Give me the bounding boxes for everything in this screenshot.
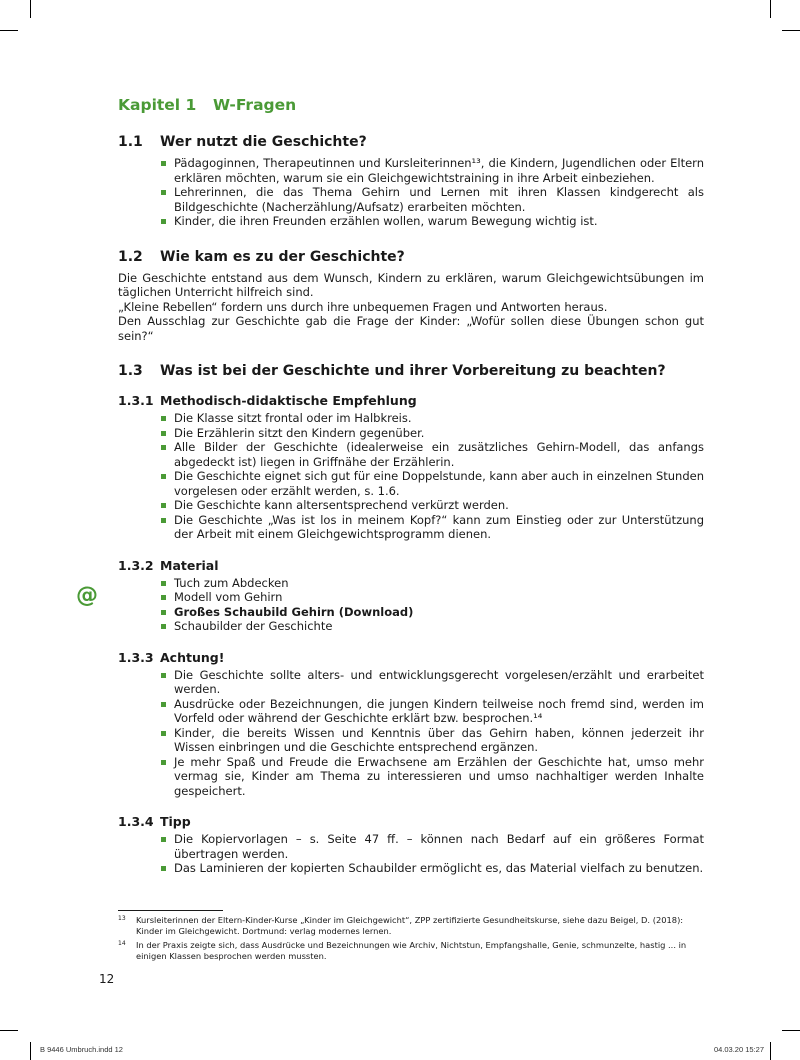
bullet-list: [160, 411, 704, 542]
subsection-heading: 1.3.2 Material: [118, 557, 219, 573]
paragraph: Die Geschichte entstand aus dem Wunsch, Kindern zu erklären, warum Gleichgewichtsübungen im täglichen Unterricht hilfreich sind.: [118, 270, 704, 299]
list-item: Je mehr Spaß und Freude die Erwachsene am Erzählen der Geschichte hat, umso mehr vermag sie, Kinder am Thema zu interessieren und umso nachhaltiger werden Inhalte gespeichert.: [160, 755, 704, 799]
bullet-square-icon: [161, 760, 166, 765]
subsection-1-3-3: [118, 650, 704, 799]
list-item: Pädagoginnen, Therapeutinnen und Kursleiterinnen¹³, die Kindern, Jugendlichen oder Eltern erklären möchten, warum sie ein Gleichgewichtstraining in ihre Arbeit einbeziehen.: [160, 156, 704, 185]
footnote-divider: [118, 910, 223, 911]
bullet-square-icon: [161, 595, 166, 600]
subsection-1-3-4: [118, 814, 704, 876]
list-item: Die Erzählerin sitzt den Kindern gegenüber.: [160, 426, 704, 441]
footnote: 14 In der Praxis zeigte sich, dass Ausdrücke und Bezeichnungen wie Archiv, Nichtstun, Empfangshalle, Genie, schmunzelte, hastig ... in einigen Klassen besprochen werden mussten.: [118, 939, 687, 961]
print-slug-left: B 9446 Umbruch.indd 12: [40, 1045, 123, 1054]
chapter-title: Kapitel 1 W-Fragen: [118, 96, 297, 114]
list-item: Die Geschichte „Was ist los in meinem Kopf?“ kann zum Einstieg oder zur Unterstützung der Arbeit mit einem Gleichgewichtsprogramm dienen.: [160, 513, 704, 542]
paragraph: „Kleine Rebellen“ fordern uns durch ihre unbequemen Fragen und Antworten heraus.: [118, 299, 608, 314]
subsection-heading: 1.3.3 Achtung!: [118, 649, 225, 665]
bullet-square-icon: [161, 610, 166, 615]
bullet-square-icon: [161, 445, 166, 450]
list-item: Schaubilder der Geschichte: [160, 619, 704, 634]
crop-mark: [782, 1030, 800, 1031]
list-item: Lehrerinnen, die das Thema Gehirn und Lernen mit ihren Klassen kindgerecht als Bildgeschichte (Nacherzählung/Aufsatz) erarbeiten möchten.: [160, 185, 704, 214]
section-heading: 1.1 Wer nutzt die Geschichte?: [118, 134, 367, 150]
bullet-square-icon: [161, 581, 166, 586]
list-item: Tuch zum Abdecken: [160, 576, 704, 591]
bullet-square-icon: [161, 624, 166, 629]
section-1-2: [118, 249, 704, 344]
list-item: Kinder, die ihren Freunden erzählen wollen, warum Bewegung wichtig ist.: [160, 214, 704, 229]
bullet-square-icon: [161, 161, 166, 166]
bullet-list: [160, 576, 704, 634]
download-at-icon[interactable]: @: [76, 583, 98, 608]
bullet-square-icon: [161, 431, 166, 436]
subsection-1-3-2: [118, 558, 704, 634]
bullet-square-icon: [161, 866, 166, 871]
crop-mark: [0, 30, 18, 31]
subsection-1-3-1: [118, 393, 704, 542]
list-item: Die Geschichte eignet sich gut für eine Doppelstunde, kann aber auch in einzelnen Stunden vorgelesen oder erzählt werden, s. 1.6.: [160, 469, 704, 498]
bullet-square-icon: [161, 702, 166, 707]
download-list-item[interactable]: Großes Schaubild Gehirn (Download): [160, 605, 704, 620]
bullet-list: [160, 668, 704, 799]
paragraph: Den Ausschlag zur Geschichte gab die Frage der Kinder: „Wofür sollen diese Übungen schon gut sein?“: [118, 314, 704, 343]
crop-mark: [0, 1030, 18, 1031]
bullet-list: [160, 156, 704, 229]
list-item: Ausdrücke oder Bezeichnungen, die jungen Kindern teilweise noch fremd sind, werden im Vorfeld oder während der Geschichte erklärt bzw. besprochen.¹⁴: [160, 697, 704, 726]
crop-mark: [770, 1042, 771, 1060]
footnotes: [118, 910, 704, 965]
bullet-list: [160, 832, 704, 876]
list-item: Die Kopiervorlagen – s. Seite 47 ff. – können nach Bedarf auf ein größeres Format übertragen werden.: [160, 832, 704, 861]
list-item: Die Geschichte kann altersentsprechend verkürzt werden.: [160, 498, 704, 513]
list-item: Die Klasse sitzt frontal oder im Halbkreis.: [160, 411, 704, 426]
list-item: Das Laminieren der kopierten Schaubilder ermöglicht es, das Material vielfach zu benutzen.: [160, 861, 704, 876]
section-1-3: [118, 363, 704, 876]
bullet-square-icon: [161, 503, 166, 508]
bullet-square-icon: [161, 837, 166, 842]
subsection-heading: 1.3.4 Tipp: [118, 814, 191, 829]
page-number: 12: [99, 972, 115, 986]
bullet-square-icon: [161, 219, 166, 224]
bullet-square-icon: [161, 518, 166, 523]
crop-mark: [30, 1042, 31, 1060]
crop-mark: [770, 0, 771, 18]
footnote: 13 Kursleiterinnen der Eltern-Kinder-Kurse „Kinder im Gleichgewicht“, ZPP zertifizierte Gesundheitskurse, siehe dazu Beigel, D. (2018): Kinder im Gleichgewicht. Dortmund: verlag modernes lernen.: [118, 914, 684, 936]
crop-mark: [782, 30, 800, 31]
page-content: [118, 96, 704, 892]
subsection-heading: 1.3.1 Methodisch-didaktische Empfehlung: [118, 393, 417, 408]
list-item: Alle Bilder der Geschichte (idealerweise ein zusätzliches Gehirn-Modell, das anfangs abgedeckt ist) liegen in Griffnähe der Erzählerin.: [160, 440, 704, 469]
section-heading: 1.3 Was ist bei der Geschichte und ihrer Vorbereitung zu beachten?: [118, 363, 666, 379]
crop-mark: [30, 0, 31, 18]
bullet-square-icon: [161, 731, 166, 736]
list-item: Modell vom Gehirn: [160, 590, 704, 605]
bullet-square-icon: [161, 673, 166, 678]
section-heading: 1.2 Wie kam es zu der Geschichte?: [118, 248, 405, 265]
section-1-1: [118, 134, 704, 229]
bullet-square-icon: [161, 416, 166, 421]
print-slug-right: 04.03.20 15:27: [713, 1045, 764, 1054]
bullet-square-icon: [161, 190, 166, 195]
bullet-square-icon: [161, 474, 166, 479]
list-item: Kinder, die bereits Wissen und Kenntnis über das Gehirn haben, können jederzeit ihr Wissen einbringen und die Geschichte entsprechend ergänzen.: [160, 726, 704, 755]
list-item: Die Geschichte sollte alters- und entwicklungsgerecht vorgelesen/erzählt und erarbeitet werden.: [160, 668, 704, 697]
